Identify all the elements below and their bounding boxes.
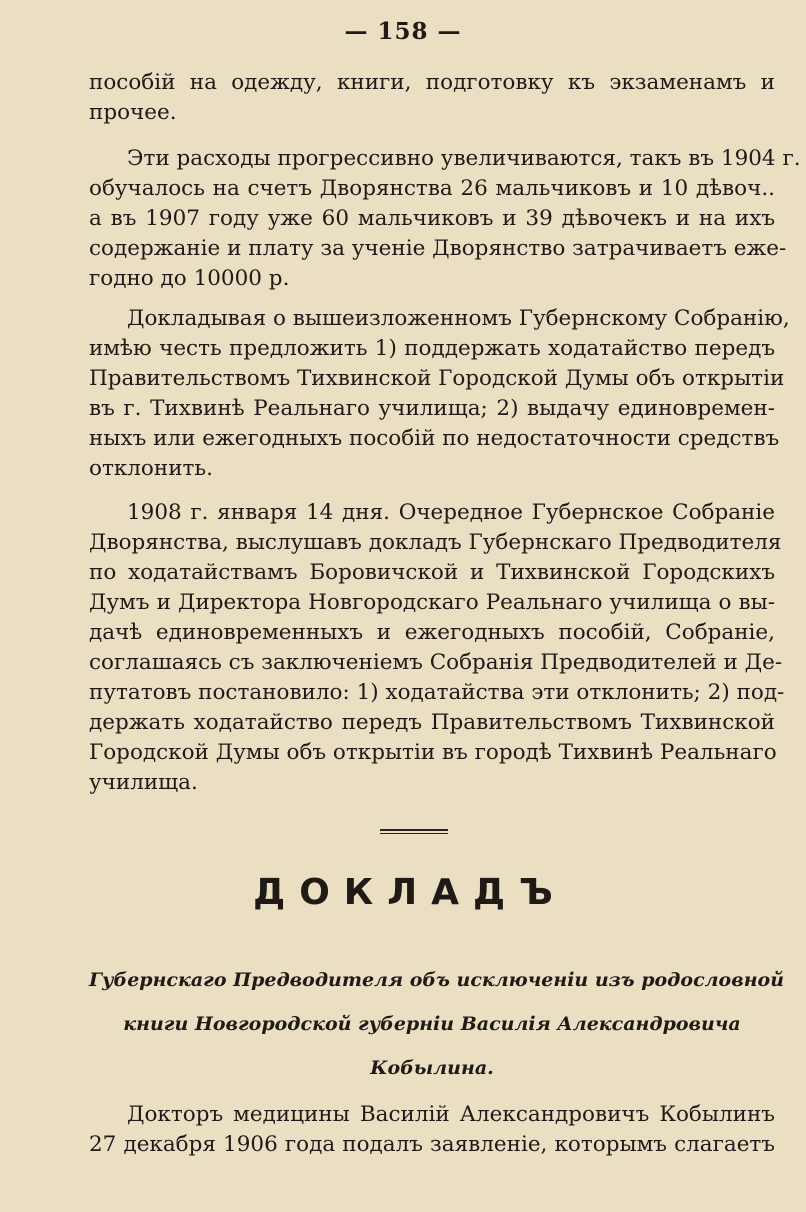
- section-heading: ДОКЛАДЪ: [253, 872, 567, 913]
- text-line: дачѣ единовременныхъ и ежегодныхъ пособій, Собраніе,: [89, 620, 775, 645]
- text-line: по ходатайствамъ Боровичской и Тихвинской Городскихъ: [89, 560, 775, 585]
- subtitle-line: Кобылина.: [370, 1057, 494, 1079]
- text-line: Думъ и Директора Новгородскаго Реальнаго училища о вы-: [89, 590, 775, 615]
- text-line: 1908 г. января 14 дня. Очередное Губернское Собраніе: [127, 500, 775, 525]
- text-line: путатовъ постановило: 1) ходатайства эти отклонить; 2) под-: [89, 680, 785, 705]
- paragraph-expenses: [89, 144, 801, 294]
- page-number: — 158 —: [344, 18, 462, 45]
- text-line: содержаніе и плату за ученіе Дворянство затрачиваетъ еже-: [89, 236, 787, 261]
- text-line: пособій на одежду, книги, подготовку къ экзаменамъ и: [89, 70, 775, 95]
- text-line: прочее.: [89, 100, 177, 125]
- paragraph-kobylin: [89, 1100, 775, 1160]
- text-line: въ г. Тихвинѣ Реальнаго училища; 2) выдачу единовремен-: [89, 396, 775, 421]
- section-subtitle: [89, 958, 785, 1090]
- text-line: Докторъ медицины Василій Александровичъ Кобылинъ: [127, 1102, 775, 1127]
- paragraph-proposal: [89, 304, 790, 484]
- text-line: соглашаясь съ заключеніемъ Собранія Предводителей и Де-: [89, 650, 783, 675]
- paragraph-continuation: [89, 68, 775, 128]
- text-line: Эти расходы прогрессивно увеличиваются, такъ въ 1904 г.: [127, 146, 801, 171]
- text-line: годно до 10000 р.: [89, 266, 290, 291]
- text-line: 27 декабря 1906 года подалъ заявленіе, которымъ слагаетъ: [89, 1132, 775, 1157]
- text-line: Дворянства, выслушавъ докладъ Губернскаго Предводителя: [89, 530, 782, 555]
- text-line: держать ходатайство передъ Правительствомъ Тихвинской: [89, 710, 775, 735]
- text-line: обучалось на счетъ Дворянства 26 мальчиковъ и 10 дѣвоч..: [89, 176, 775, 201]
- text-line: ныхъ или ежегодныхъ пособій по недостаточности средствъ: [89, 426, 780, 451]
- paragraph-resolution: [89, 498, 785, 798]
- text-line: а въ 1907 году уже 60 мальчиковъ и 39 дѣвочекъ и на ихъ: [89, 206, 775, 231]
- text-line: имѣю честь предложить 1) поддержать ходатайство передъ: [89, 336, 775, 361]
- text-line: отклонить.: [89, 456, 213, 481]
- text-line: Городской Думы объ открытіи въ городѣ Тихвинѣ Реальнаго: [89, 740, 777, 765]
- text-line: Докладывая о вышеизложенномъ Губернскому Собранію,: [127, 306, 790, 331]
- text-line: Правительствомъ Тихвинской Городской Думы объ открытіи: [89, 366, 785, 391]
- section-divider: [380, 829, 448, 836]
- subtitle-line: Губернскаго Предводителя объ исключеніи изъ родословной: [89, 969, 785, 991]
- subtitle-line: книги Новгородской губерніи Василія Александровича: [123, 1013, 741, 1035]
- text-line: училища.: [89, 770, 198, 795]
